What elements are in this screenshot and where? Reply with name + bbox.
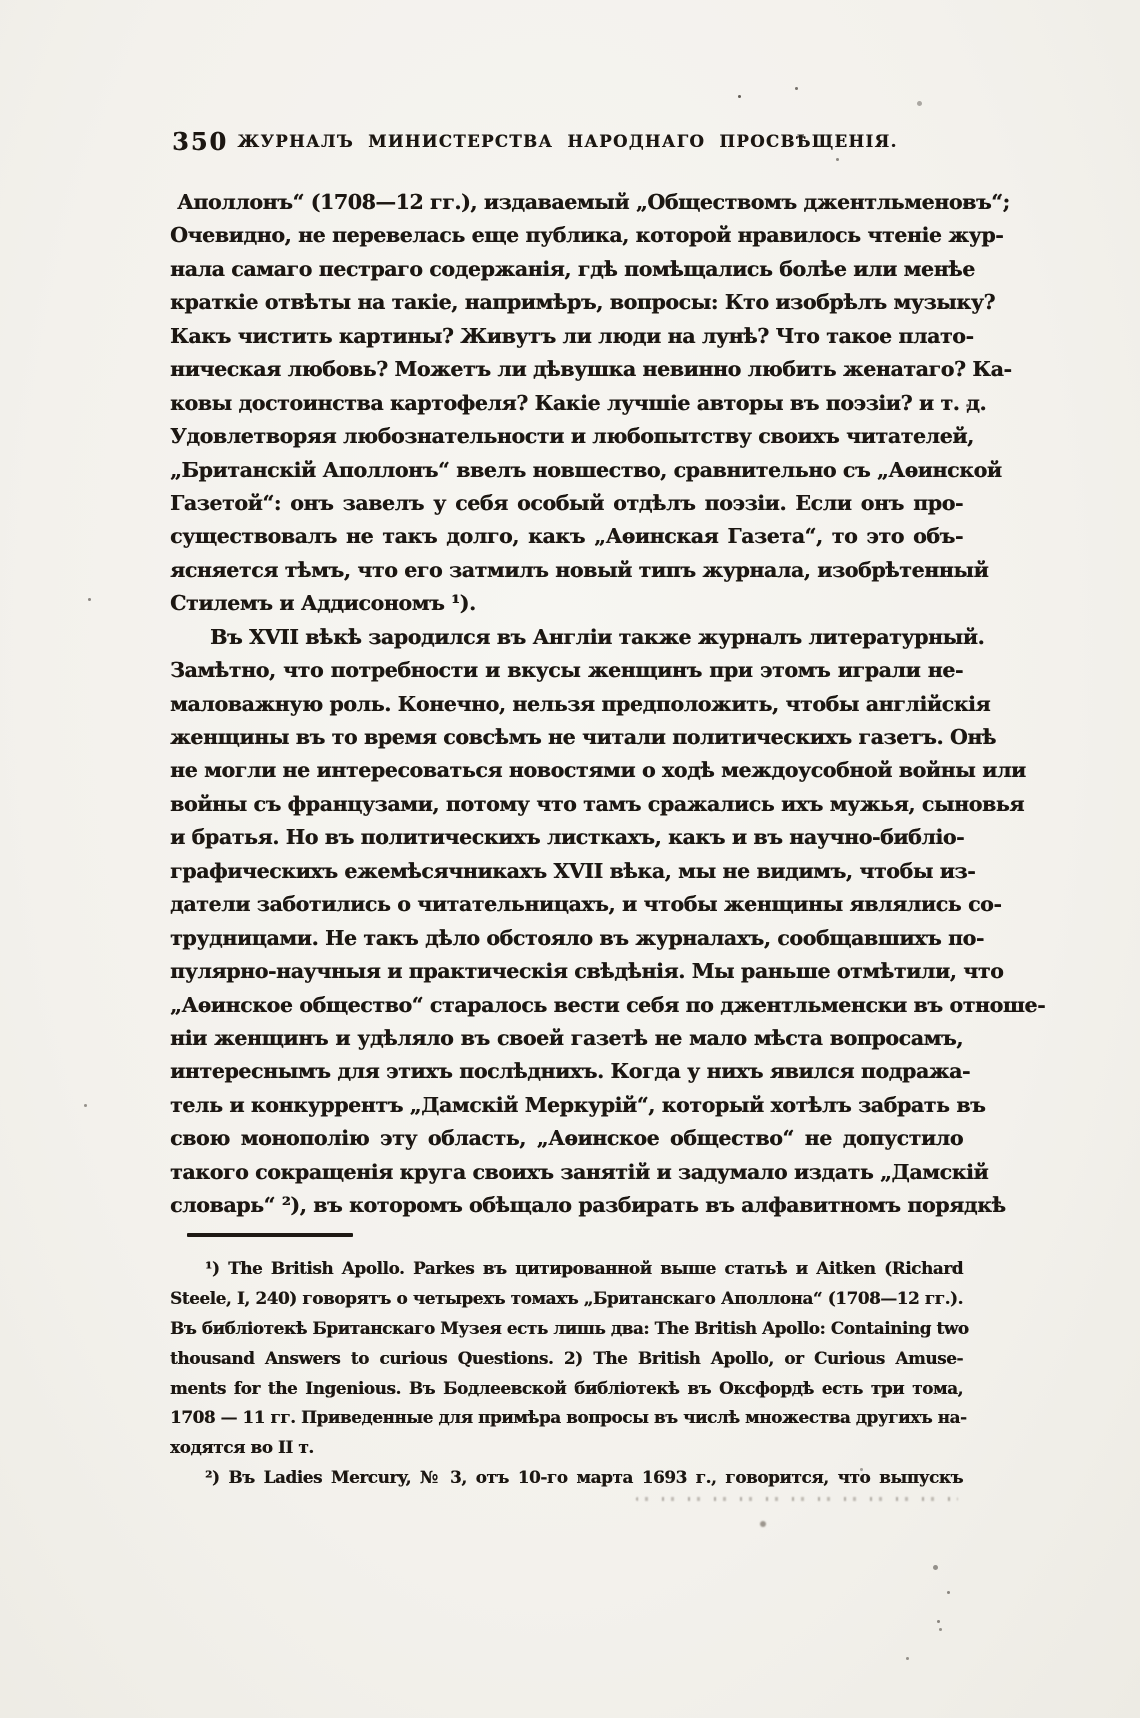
text-line: ясняется тѣмъ, что его затмилъ новый типъ журнала, изобрѣтенный <box>170 557 989 582</box>
footnote-line: ходятся во II т. <box>170 1437 314 1458</box>
text-line: Удовлетворяя любознательности и любопытству своихъ читателей, <box>170 424 974 449</box>
scan-smudge <box>760 1521 766 1527</box>
text-line: ковы достоинства картофеля? Какіе лучшіе авторы въ поэзіи? и т. д. <box>170 390 987 415</box>
footnote-line: ¹) The British Apollo. Parkes въ цитированной выше статьѣ и Aitken (Richard <box>205 1258 963 1278</box>
text-line: краткіе отвѣты на такіе, напримѣръ, вопросы: Кто изобрѣлъ музыку? <box>170 290 996 315</box>
footnote-line: Steele, I, 240) говорятъ о четырехъ томахъ „Британскаго Аполлона“ (1708—12 гг.). <box>170 1287 963 1308</box>
text-line: „Британскій Аполлонъ“ ввелъ новшество, сравнительно съ „Аѳинской <box>170 457 1002 482</box>
footnotes <box>170 1254 969 1493</box>
footnote-line: ²) Въ Ladies Mercury, № 3, отъ 10-го марта 1693 г., говорится, что выпускъ <box>205 1467 963 1488</box>
footnote-2 <box>170 1463 963 1493</box>
text-line: Аполлонъ“ (1708—12 гг.), издаваемый „Обществомъ джентльменовъ“; <box>177 190 1010 214</box>
footnote-line: Въ библіотекѣ Британскаго Музея есть лишь два: The British Apollo: Containing two <box>170 1317 969 1338</box>
text-line: словарь“ ²), въ которомъ обѣщало разбирать въ алфавитномъ порядкѣ <box>170 1193 1006 1218</box>
footnote-line: 1708 — 11 гг. Приведенные для примѣра вопросы въ числѣ множества другихъ на- <box>170 1407 967 1428</box>
text-line: „Аѳинское общество“ старалось вести себя по джентльменски въ отноше- <box>170 992 1046 1017</box>
paragraph-1 <box>170 186 1012 621</box>
text-line: датели заботились о читательницахъ, и чтобы женщины являлись со- <box>170 892 1002 917</box>
text-line: Какъ чистить картины? Живутъ ли люди на лунѣ? Что такое плато- <box>170 323 974 348</box>
text-line: Въ XVII вѣкѣ зародился въ Англіи также журналъ литературный. <box>210 624 985 649</box>
footnote-separator-rule <box>187 1233 353 1237</box>
text-line: Газетой“: онъ завелъ у себя особый отдѣлъ поэзіи. Если онъ про- <box>170 490 963 515</box>
footnote-1 <box>170 1254 969 1463</box>
page-header <box>170 127 965 161</box>
text-line: пулярно-научныя и практическія свѣдѣнія. Мы раньше отмѣтили, что <box>170 959 1004 984</box>
text-line: Стилемъ и Аддисономъ ¹). <box>170 591 476 616</box>
text-line: маловажную роль. Конечно, нельзя предположить, чтобы англійскія <box>170 691 991 716</box>
text-line: существовалъ не такъ долго, какъ „Аѳинская Газета“, то это объ- <box>170 524 963 549</box>
text-line: ніи женщинъ и удѣляло въ своей газетѣ не мало мѣста вопросамъ, <box>170 1025 963 1050</box>
footnote-line: thousand Answers to curious Questions. 2) The British Apollo, or Curious Amuse- <box>170 1347 963 1368</box>
text-line: не могли не интересоваться новостями о ходѣ междоусобной войны или <box>170 758 1026 783</box>
text-line: ническая любовь? Можетъ ли дѣвушка невинно любить женатаго? Ка- <box>170 357 1012 382</box>
text-line: войны съ французами, потому что тамъ сражались ихъ мужья, сыновья <box>170 791 1025 816</box>
paragraph-2 <box>170 621 1046 1223</box>
footnote-line: ments for the Ingenious. Въ Бодлеевской библіотекѣ въ Оксфордѣ есть три тома, <box>170 1377 963 1398</box>
text-line: нала самаго пестраго содержанія, гдѣ помѣщались болѣе или менѣе <box>170 256 975 281</box>
text-line: и братья. Но въ политическихъ листкахъ, какъ и въ научно-библіо- <box>170 825 965 850</box>
text-line: женщины въ то время совсѣмъ не читали политическихъ газетъ. Онѣ <box>170 725 996 749</box>
text-line: интереснымъ для этихъ послѣднихъ. Когда у нихъ явился подража- <box>170 1059 971 1084</box>
scan-specks <box>0 0 3 3</box>
text-line: такого сокращенія круга своихъ занятій и задумало издать „Дамскій <box>170 1159 989 1184</box>
text-line: тель и конкуррентъ „Дамскій Меркурій“, который хотѣлъ забрать въ <box>170 1092 986 1117</box>
text-line: трудницами. Не такъ дѣло обстояло въ журналахъ, сообщавшихъ по- <box>170 925 984 950</box>
page-number: 350 <box>172 127 229 156</box>
text-line: свою монополію эту область, „Аѳинское общество“ не допустило <box>170 1126 963 1151</box>
running-title: ЖУРНАЛЪ МИНИСТЕРСТВА НАРОДНАГО ПРОСВѢЩЕНІЯ. <box>237 132 898 151</box>
body-text <box>170 186 1046 1223</box>
text-line: Замѣтно, что потребности и вкусы женщинъ при этомъ играли не- <box>170 658 963 683</box>
scan-smudge <box>636 1497 958 1501</box>
text-line: Очевидно, не перевелась еще публика, которой нравилось чтеніе жур- <box>170 223 1004 248</box>
text-line: графическихъ ежемѣсячникахъ XVII вѣка, мы не видимъ, чтобы из- <box>170 858 976 883</box>
